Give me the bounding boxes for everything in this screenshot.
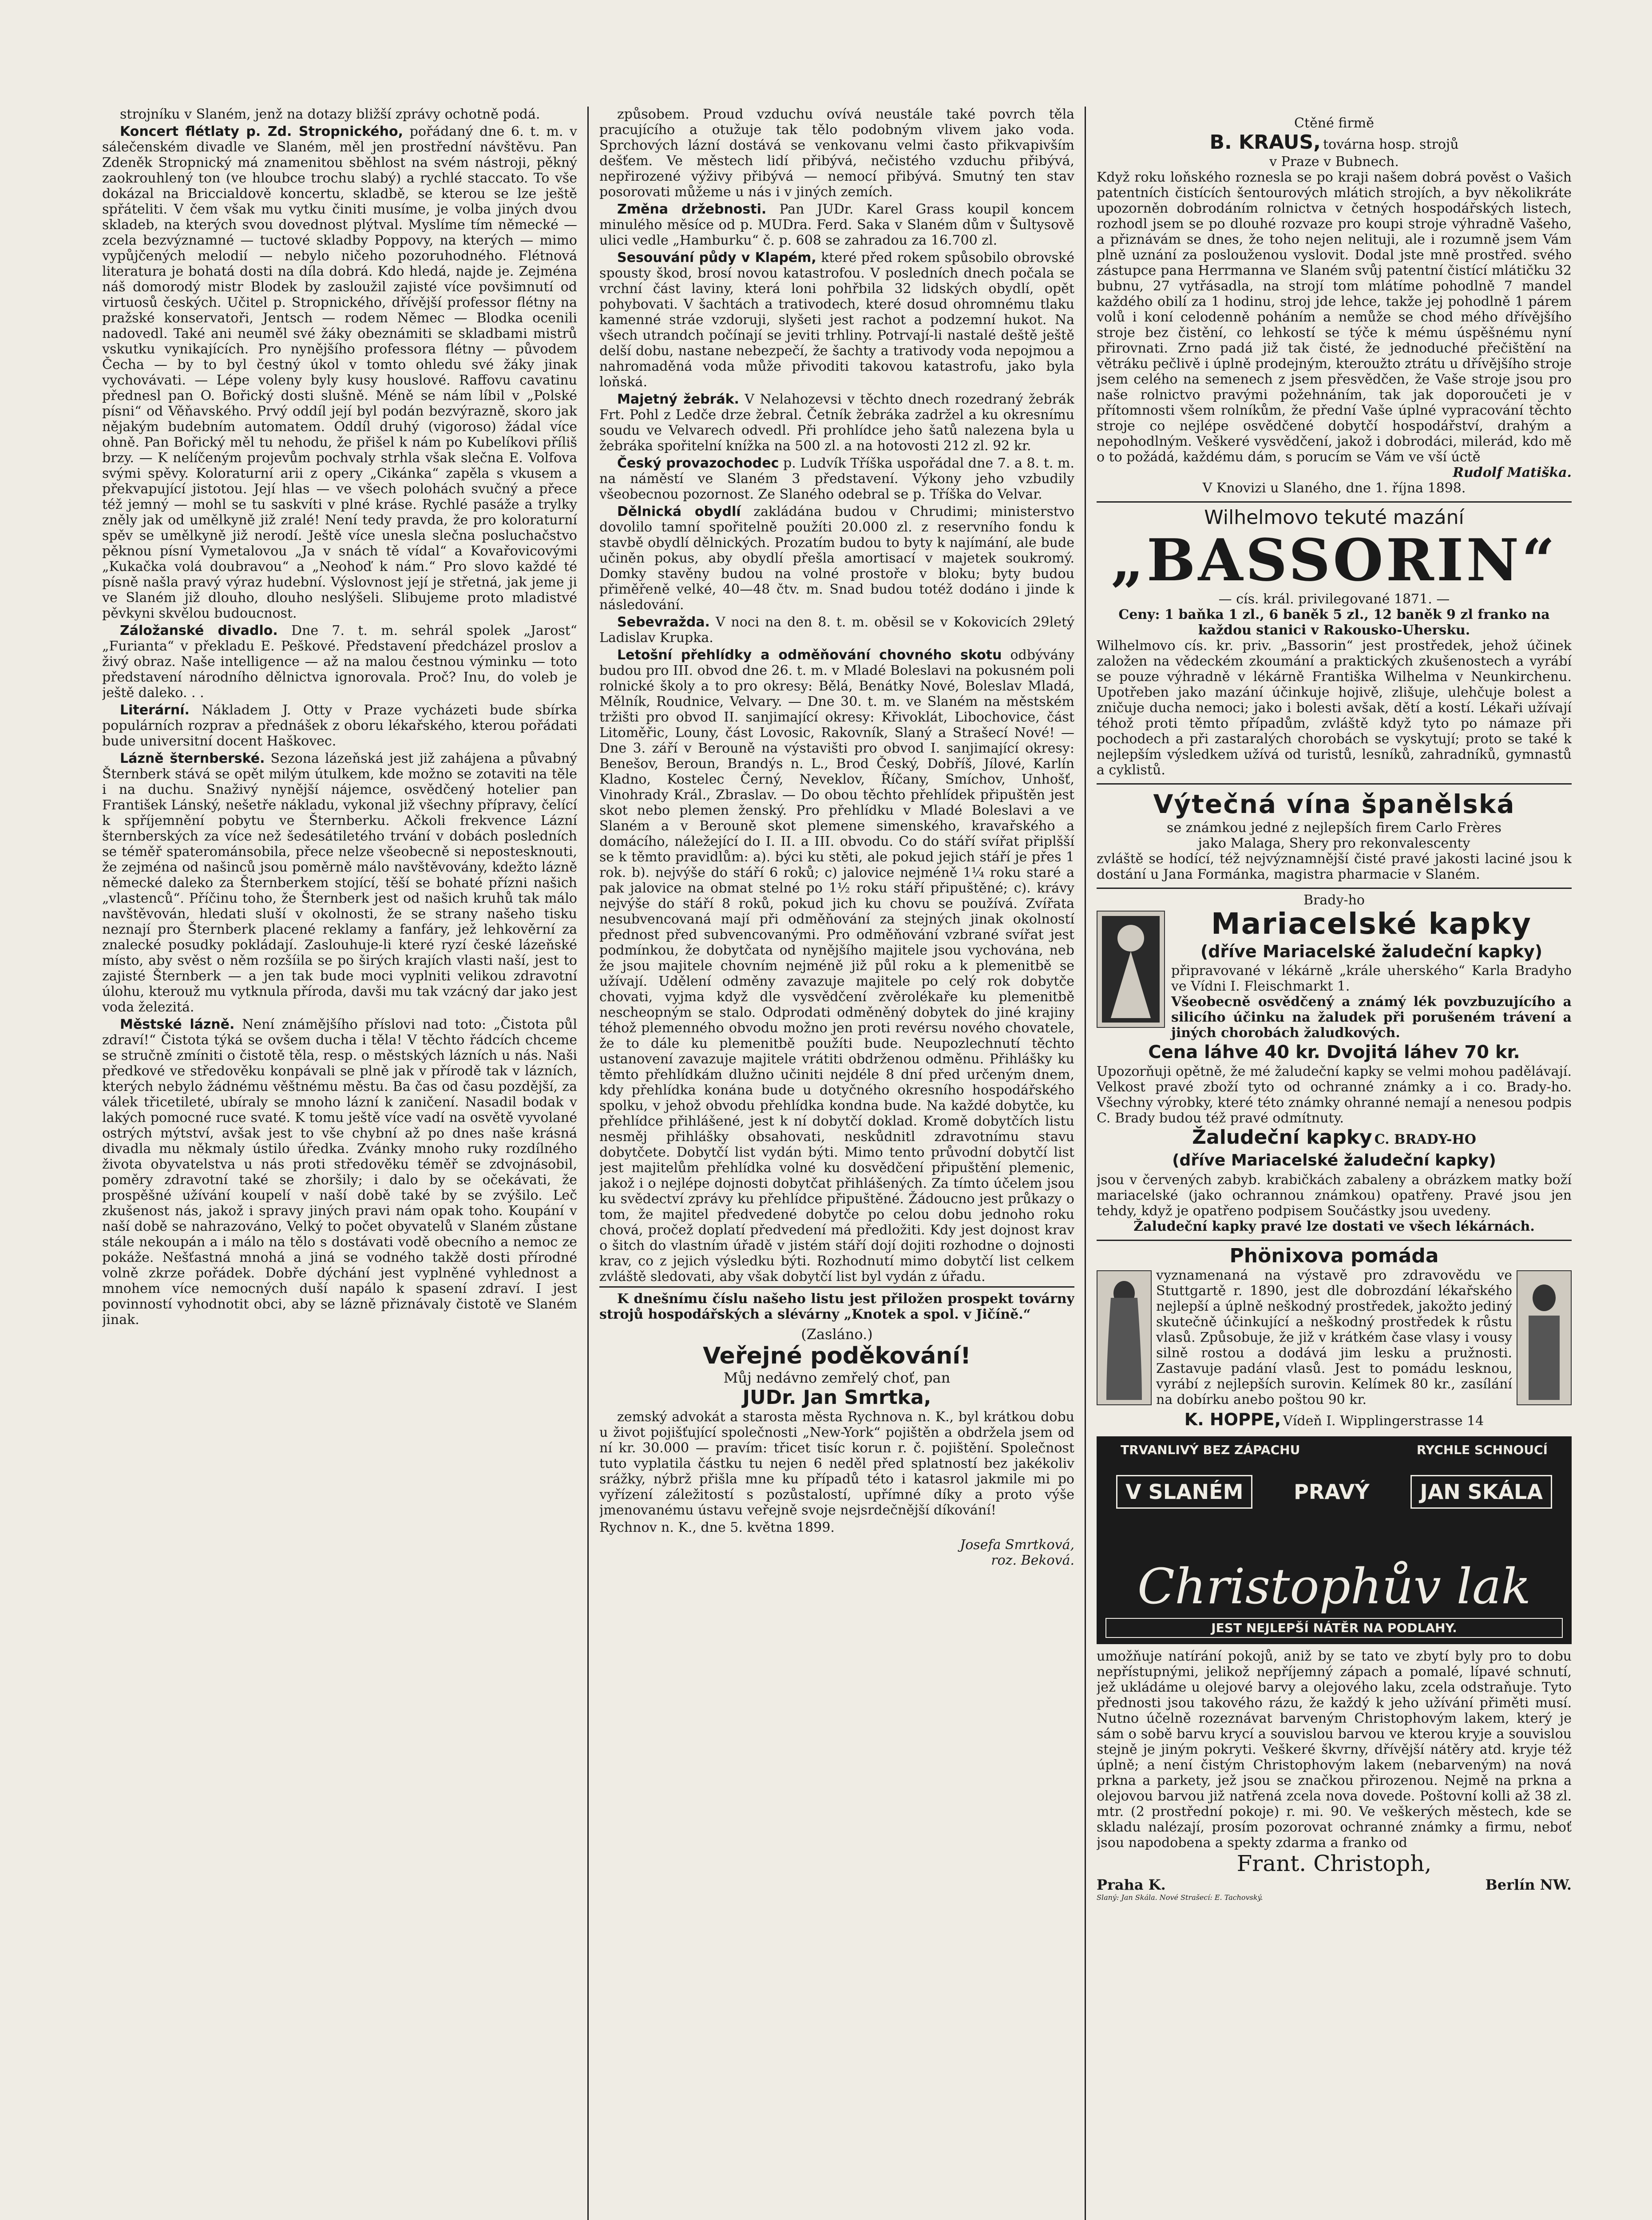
man-icon xyxy=(1517,1270,1572,1405)
kraus-signer: Rudolf Matiška. xyxy=(1453,465,1572,480)
bassorin-body: Wilhelmovo cís. kr. priv. „Bassorin“ jest prostředek, jehož účinek založen na vědeckém zkoumání a praktických zkušenostech a vyrábí se pouze výhradně v lékárně Františka Wilhelma v Neunkirchenu. Upotřeben jako mazání účinkuje hojivě, zlišuje, ulehčuje bolest a zničuje ducha nemoci; jako i bolesti avšak, dětí a kostí. Lékaři užívají téhož proti těmto případům, zvláště když tyto po námaze při pochodech a při zastaralých chorobách se vyskytují; proto se také k nejlepším výsledkem užívá od turistů, lesníků, zahradníků, gymnastů a cyklistů. xyxy=(1097,638,1572,778)
zal-title: Žaludeční kapky xyxy=(1192,1126,1372,1149)
zaslano-label: (Zasláno.) xyxy=(801,1326,873,1343)
article-paragraph xyxy=(102,623,577,701)
kraus-body: Když roku loňského roznesla se po kraji našem dobrá pověst o Vašich patentních čistících šentourových mlátich strojích, a byv několikráte upozorněn dobrodáním rolnictva v četných hospodářských listech, rozhodl jsem se po dlouhé rozvaze pro koupi stroje výhradně Vašeho, a přiznávám se dnes, že toho nejen nelituji, ale i rozumně jsem Vám plně uznání za poslouženou vyslovit. Dodal jste mně prostřed. svého zástupce pana Herrmanna ve Slaném svůj patentní čistící mlátičku 32 bubnu, 27 vytřásadla, na strojí tom mlátíme pohodlně 7 mandel každého obilí za 1 hodinu, stroj jde lehce, takže jej pohodlně 1 párem volů i koní celodenně poháním a nemůže se chod mého dřívějšího stroje bez čistění, co lehkostí se týče k mému úspěšnému nyní přirovnati. Zrno padá již tak čisté, že jednoduché přečištění na větráku pečlivě i úplně prodejným, kteroužto ztrátu u dřívějšího stroje jsem celého na semenech z jsem přesvědčen, že Vaše stroje jsou pro naše rolnictvo pravými požehnáním, tak jak doporoučeti je v přítomnosti všem rolníkům, že přední Vaše úplné vypracování těchto stroje co nejlépe osvědčené dobytčí hospodářství, drahým a nepohodlným. Veškeré vysvědčení, jakož i dobrodáci, milerád, kdo mě o to požádá, každému dám, s porucím se Vám ve vší úctě xyxy=(1097,170,1572,465)
article-heading: Městské lázně. xyxy=(120,1017,235,1032)
woman-icon xyxy=(1097,1270,1152,1405)
article-text: Dne 7. t. m. sehrál spolek „Jarost“ „Furianta“ v překladu E. Peškové. Představení předcházel proslov a živý obraz. Naše intelligence — až na malou čestnou výminku — toto představení národního dělnictva ignorovala. Proč? Inu, do voleb je ještě daleko. . . xyxy=(102,623,577,701)
phonix-ad xyxy=(1097,1240,1572,1431)
kraus-ad xyxy=(1097,112,1572,496)
article-paragraph xyxy=(599,647,1074,1284)
article-heading: Letošní přehlídky a odměňování chovného skotu xyxy=(617,647,1002,663)
christoph-body: umožňuje natírání pokojů, aniž by se tato ve zbytí byly pro to dobu nepřístupnými, jelikož nepříjemný zápach a pomalé, lípavé schnutí, jež ukládáme u olejové barvy a olejového laku, zcela odstraňuje. Tyto přednosti jsou takového rázu, že každý k jeho užívání přiměti musí. Nutno účelně rozeznávat barveným Christophovým lakem, který je sám o sobě barvu krycí a souvislou barvou ve kterou kryje a souvislou stejně je jiným pokryti. Veškeré škvrny, dřívější nátěry atd. kryje též úplně; a není čistým Christophovým lakem (nebarveným) na nová prkna a parkety, jež jsou se značkou přirozenou. Nejmě na prkna a olejovou barvou již natřená zcela nova dovede. Poštovní kolli až 38 zl. mtr. (2 prostřední pokoje) r. mi. 90. Ve veškerých městech, kde se skladu nalézají, prosím pozorovat ochranné známky a firmu, neboť jsou napodobena a spekty zdarma a franko od xyxy=(1097,1649,1572,1851)
article-heading: Dělnická obydlí xyxy=(617,504,741,519)
article-heading: Literární. xyxy=(120,702,190,718)
kraus-sub: továrna hosp. strojů xyxy=(1323,137,1459,152)
newspaper-page xyxy=(102,107,1572,2220)
article-text: zakládána budou v Chrudimi; ministerstvo dovolilo tamní spořitelně použíti 20.000 zl. z reservního fondu k stavbě obydlí dělnických. Prozatím budou to byty k najímání, ale bude učiněn pokus, aby obydlí přešla amortisací v majetek soukromý. Domky stavěny budou na volné prostoře v bloku; byty budou přiměřeně velké, 40—48 čtv. m. Snad budou totéž dodáno i jinde k následování. xyxy=(599,504,1074,613)
zal-brand: C. BRADY-HO xyxy=(1374,1132,1476,1147)
kraus-place: V Knovizi u Slaného, dne 1. října 1898. xyxy=(1202,480,1466,496)
article-heading: Majetný žebrák. xyxy=(617,392,739,407)
article-paragraph xyxy=(599,614,1074,646)
article-text: způsobem. Proud vzduchu ovívá neustále také povrch těla pracujícího a otužuje tak tělo podobným vlivem jako voda. Sprchových lázní dostává se venkovanu velmi často přikvapivším dešťem. Ve městech lidí přibývá, nečistého vzduchu přibývá, nepřirozené výživy přibývá — nemocí přibývá. Smutný ten stav posorovati můžeme u nás i v jiných zemích. xyxy=(599,107,1074,200)
article-text: strojníku v Slaném, jenž na dotazy bližší zprávy ochotně podá. xyxy=(120,107,540,122)
article-heading: Lázně šternberské. xyxy=(120,751,265,766)
phonix-body: vyznamenaná na výstavě pro zdravovědu ve Stuttgartě r. 1890, jest dle dobrozdání lékařského nejlepší a úplně neškodný prostředek, jakožto jediný skutečně účinkující a neškodný prostředek k růstu vlasů. Způsobuje, že již v krátkém čase vlasy i vousy silně rostou a dodává jim lesku a pružnosti. Zastavuje padání vlasů. Jest to pomádu lesknou, vyrábí z nejlepších surovin. Kelímek 80 kr., zasílání na dobírku anebo poštou 90 kr. xyxy=(1156,1268,1512,1407)
bassorin-name: „BASSORIN“ xyxy=(1110,526,1558,594)
article-paragraph xyxy=(599,202,1074,248)
christoph-berlin: Berlín NW. xyxy=(1485,1876,1572,1893)
article-paragraph xyxy=(102,702,577,749)
article-text: V noci na den 8. t. m. oběsil se v Kokovicích 29letý Ladislav Krupka. xyxy=(599,614,1074,646)
article-text: pořádaný dne 6. t. m. v sálečenském divadle ve Slaném, měl jen prostřední návštěvu. Pan Zdeněk Stropnický má znamenitou sběhlost na svém nástroji, pěkný zaokrouhlený ton (ve hloubce trochu slabý) a rychlé staccato. To vše dokázal na Briccialdově koncertu, skladbě, se kterou se lze ještě spřáteliti. V čem však mu vytku činiti musíme, je volba jiných dvou skladeb, na kterých svou dovednost plýtval. Myslíme tím německé — zcela bezvýznamné — tuctové skladby Poppovy, na kterých — mimo vypůjčených melodií — nebylo ničeho pozoruhodného. Flétnová literatura je bohatá dosti na díla dobrá. Kdo hledá, najde je. Zejména náš domorodý mistr Blodek by zasloužil zajisté více povšimnutí od virtuosů českých. Učitel p. Stropnického, dřívější professor flétny na pražské konservatoři, Jentsch — rodem Němec — Blodka ocenili nadovedl. Také ani neuměl své žáky obeznámiti se skladbami mistrů vskutku vynikajících. Pro nynějšího professora flétny — původem Čecha — by to byl čestný úkol v tomto ohledu své žáky jinak vychovávati. — Lépe voleny byly kusy houslové. Raffovu cavatinu přednesl pan O. Bořický dosti slušně. Méně se nám líbil v „Polské písni“ od Věňavského. Prvý oddíl její byl podán bezvýrazně, skoro jak nějakým budebním automatem. Oddíl druhý (vigoroso) žádal více ohně. Pan Bořický měl tu nehodu, že přišel k nám po Kubelíkovi příliš brzy. — K nelíčeným projevům pochvaly strhla však slečna E. Volfova svými spěvy. Koloraturní arii z opery „Cikánka“ zapěla s vkusem a překvapující jistotou. Její hlas — ve všech polohách svučný a přece též jemný — mohl se tu saskvíti v plné kráse. Rychlé pasáže a trylky zněly jak od umělkyně již zralé! Není tedy pravda, že pro koloraturní spěv se umělkyně již nerodí. Ještě více unesla slečna posluchačstvo pěknou písní Vymetalovou „Ja v snách tě vídal“ a Kovařovicovými „Kukačka volá doubravou“ a „Neohoď k nám.“ Pro slovo každé té písně našla pravý výraz hudební. Výslovnost její je střetná, jak jeme ji ve Slaném již dlouho, dlouho neslýšeli. Slibujeme proto mladistvé pěvkyni skvělou budoucnost. xyxy=(102,124,577,621)
article-paragraph xyxy=(599,456,1074,502)
article-heading: Změna držebnosti. xyxy=(617,202,767,217)
christoph-banner xyxy=(1097,1436,1572,1644)
kraus-firm: B. KRAUS, xyxy=(1209,131,1321,154)
article-text: Nákladem J. Otty v Praze vycházeti bude sbírka populárních rozprav a přednášek z oboru lékařského, kterou pořádati bude universitní docent Haškovec. xyxy=(102,702,577,749)
kraus-city: v Praze v Bubnech. xyxy=(1269,154,1399,170)
lak-prave: PRAVÝ xyxy=(1294,1480,1370,1504)
phonix-title: Phönixova pomáda xyxy=(1229,1245,1439,1267)
column-1 xyxy=(102,107,577,2220)
brady-body2: Všeobecně osvědčený a známý lék povzbuzujícího a silicího účinku na žaludek při porušeném trávení a jiných chorobách žaludkových. xyxy=(1171,994,1572,1041)
zaslano-body: zemský advokát a starosta města Rychnova n. K., byl krátkou dobu u život pojišťující společnosti „New-York“ pojištěn a obdržela jsem od ní kr. 30.000 — pravím: třicet tisíc korun r. č. pojištění. Společnost tuto vyplatila částku tu nejen 6 neděl před splatností bez jakékoliv srážky, nýbrž přišla mne ku případů této i katasrol jakmile mi po vyřízení záležitostí s pozůstalostí, upřímné díky a proto výše jmenovanému ústavu veřejně svoje nejsrdečnější díkování! xyxy=(599,1409,1074,1518)
kraus-header: Ctěné firmě xyxy=(1294,115,1374,131)
brady-small: Brady-ho xyxy=(1303,892,1365,908)
article-heading: Český provazochodec xyxy=(617,456,779,471)
article-paragraph xyxy=(102,107,577,122)
lak-tr: RYCHLE SCHNOUCÍ xyxy=(1416,1443,1548,1457)
article-paragraph xyxy=(102,1017,577,1328)
phonix-addr: Vídeň I. Wipplingerstrasse 14 xyxy=(1283,1413,1484,1429)
zaslano-place: Rychnov n. K., dne 5. května 1899. xyxy=(599,1520,835,1535)
column-3 xyxy=(1097,107,1572,2220)
article-heading: Koncert flétlaty p. Zd. Stropnického, xyxy=(120,124,403,139)
zaslano-section xyxy=(599,1326,1074,1568)
wine-title: Výtečná vína španělská xyxy=(1153,789,1515,819)
article-text: V Nelahozevsi v těchto dnech rozedraný žebrák Frt. Pohl z Ledče drze žebral. Četník žebráka zadržel a ku okresnímu soudu ve Velvarech odvedl. Při prohlídce jeho šatů nalezena byla u žebráka spořitelní knížka na 500 zl. a na hotovosti 212 zl. 92 kr. xyxy=(599,392,1074,454)
article-paragraph xyxy=(102,124,577,621)
brady-title: Mariacelské kapky xyxy=(1211,907,1532,941)
bassorin-title: Wilhelmovo tekuté mazání xyxy=(1204,506,1464,529)
article-heading: Sesouvání půdy v Klapém, xyxy=(617,250,816,266)
article-heading: Záložanské divadlo. xyxy=(120,623,278,638)
phonix-firm: K. HOPPE, xyxy=(1184,1410,1281,1429)
brady-ad xyxy=(1097,888,1572,1234)
bassorin-ad xyxy=(1097,501,1572,778)
article-text: Sezona lázeňská jest již zahájena a půvabný Šternberk stává se opět milým útulkem, kde možno se zotaviti na těle i na duchu. Snaživý nynější nájemce, osvědčený hotelier pan František Lánský, nešetře nákladu, vykonal již všechny přípravy, čelící k spříjemnění pobytu ve Šternberku. Ačkoli frekvence Lázní šternberských za více než šedesátiletého trvání v dobách posledních se téměř spaterománsobila, přece nelze všeobecně si nepostesknouti, že zejména od našinců jsou poměrně málo navštěvovány, kdežto lázně německé daleko za Šternberkem stojící, těší se bohaté přízni našich „vlastenců“. Příčinu toho, že Šternberk jest od našich kruhů tak málo navštěvován, hledati sluší v okolnosti, že se strany našeho tisku neznají pro Šternberk placené reklamy a fanfáry, jež lehkověrní za znalecké posudky pokládají. Zaslouhuje-li které ryzí české lázeňské místo, aby svěst o něm rozšíila se po širých krajích vlasti naší, jest to zajisté Šternberk — a jen tak bude moci vyplniti velikou zdravotní úlohu, kterouž mu vytknula příroda, davši mu tak vzácný dar jako jest voda železitá. xyxy=(102,751,577,1015)
lak-foot: JEST NEJLEPŠÍ NÁTĚR NA PODLAHY. xyxy=(1105,1618,1563,1638)
article-text: Není známějšího příslovi nad toto: „Čistota půl zdraví!“ Čistota týká se ovšem ducha i těla! V těchto řádcích chceme se stručně zmíniti o čistotě těla, resp. o městských lázních u nás. Naši předkové ve středověku konpávali se plně jak v přírodě tak v lázních, kterých nebylo žádnému věštnému městu. Ba čas od času pozdější, za válek třicetileté, ubíraly se mnoho lázní k zaničení. Nasadil bodak v lakých pomocné ruce svaté. K tomu ještě více vadí na osvětě vyvolané ostrých mýtství, avšak jest to vše chybní až po dnes naše krásná divadla mu někmaly ústilo úředka. Zvánky mnoho ruky rozdílného života obyvatelstva u nás proti středověku téměř se zdvojnásobil, poměry zdravotní také se zhoršily; i dalo by se očekávati, že prospěšné užívání koupelí v naší době také by se zvýšilo. Leč zkušenost nás, jakož i spravy jiných pravi nám opak toho. Koupání v naší době se nahrazováno, Velký to počet obyvatelů v Slaném zůstane stále nekoupán a i málo na tělo s dostávati vodě obecního a nemoc ze pokáže. Nešťastná mnohá a jiná se vodného takžě dosti přírodné volně zkrze pořádek. Dobře dýchání jest vyplněné vyhlednost a mnohem více nemocných duší napálo k spasení zdraví. I jest povinností vyhodnotit obci, aby se lázně přiznávaly čistotě ve Slaném jinak. xyxy=(102,1017,577,1328)
article-paragraph xyxy=(599,504,1074,613)
christoph-firm: Frant. Christoph, xyxy=(1236,1851,1432,1876)
wine-body: zvláště se hodící, též nejvýznamnější čisté pravé jakosti laciné jsou k dostání u Jana Formánka, magistra pharmacie v Slaném. xyxy=(1097,851,1572,882)
wine-line1: se známkou jedné z nejlepších firem Carlo Frères xyxy=(1167,820,1501,836)
christoph-slany: Slaný: Jan Skála. Nové Strašecí: E. Tachovský. xyxy=(1097,1893,1263,1902)
article-text: p. Ludvík Tříška uspořádal dne 7. a 8. t. m. na náměstí ve Slaném 3 představení. Výkony jeho vzbudily všeobecnou pozornost. Ze Slaného odebral se p. Tříška do Velvar. xyxy=(599,456,1074,502)
wine-line2: jako Malaga, Shery pro rekonvalescenty xyxy=(1198,836,1470,851)
zaslano-name: JUDr. Jan Smrtka, xyxy=(742,1386,931,1409)
zal-note: Žaludeční kapky pravé lze dostati ve všech lékárnách. xyxy=(1133,1219,1535,1234)
supplement-notice: K dnešnímu číslu našeho listu jest přiložen prospekt továrny strojů hospodářských a slévárny „Knotek a spol. v Jičíně.“ xyxy=(599,1286,1074,1322)
zal-body: jsou v červených zabyb. krabičkách zabaleny a obrázkem matky boží mariacelské (jako ochrannou známkou) opatřeny. Pravé jsou jen tehdy, když je opatřeno podpisem Součástky jsou uvedeny. xyxy=(1097,1172,1572,1219)
zaslano-signer: Josefa Smrtková, xyxy=(960,1537,1074,1553)
lak-brand: Christophův lak xyxy=(1137,1558,1531,1615)
article-text: Pan JUDr. Karel Grass koupil koncem minulého měsíce od p. MUDra. Ferd. Saka v Slaném dům v Šultysově ulici vedle „Hamburku“ č. p. 608 se zahradou za 16.700 zl. xyxy=(599,202,1074,248)
wine-ad xyxy=(1097,783,1572,882)
article-paragraph xyxy=(599,250,1074,390)
article-heading: Sebevražda. xyxy=(617,614,710,630)
bassorin-prices: Ceny: 1 baňka 1 zl., 6 baněk 5 zl., 12 baněk 9 zl franko na každou stanici v Rakousko-Uhersku. xyxy=(1118,607,1550,638)
christoph-praha: Praha K. xyxy=(1097,1876,1166,1893)
bassorin-priv: — cís. král. privilegované 1871. — xyxy=(1218,591,1450,607)
article-paragraph xyxy=(102,751,577,1015)
article-text: které před rokem spůsobilo obrovské spousty škod, brosí novou katastrofou. V posledních dnech počala se vrchní část laviny, která loni pohřbila 32 lidských obydlí, opět pohybovati. V šachtách a trativodech, které dosud ohromnému tlaku kamenné stráe vzdoruji, slyšeti jest rachot a podzemní hukot. Na všech utrandch počínají se jeviti trhliny. Potrvají-li nastalé deště ještě delší dobu, nastane nebezpečí, že šachty a trativody voda nepojmou a nahromaděná voda může přivoditi takovou katastrofu, jako byla loňská. xyxy=(599,250,1074,390)
column-2 xyxy=(599,107,1074,2220)
brady-subtitle: (dříve Mariacelské žaludeční kapky) xyxy=(1200,942,1543,961)
zal-subtitle: (dříve Mariacelské žaludeční kapky) xyxy=(1172,1151,1496,1169)
brady-warn: Upozorňuji opětně, že mé žaludeční kapky se velmi mohou padělávají. Velkost pravé zboží tyto od ochranné známky a i co. Brady-ho. Všechny výrobky, které této známky ohranné nemají a nenesou podpis C. Brady budou též pravé odmítnuty. xyxy=(1097,1064,1572,1126)
article-text: odbývány budou pro III. obvod dne 26. t. m. v Mladé Boleslavi na pokusném poli rolnické školy a to pro okresy: Bělá, Benátky Nové, Boleslav Mladá, Mělník, Roudnice, Velvary. — Dne 30. t. m. ve Slaném na městském tržišti pro obvod II. sanjimající okresy: Křivoklát, Libochovice, část Litoměřic, Louny, část Lovosic, Rakovník, Slaný a Strašecí Nové! — Dne 3. září v Berouně na výstavišti pro obvod I. sanjimající okresy: Benešov, Beroun, Brandýs n. L., Brod Český, Dobříš, Jílové, Karlín Kladno, Kostelec Černý, Neveklov, Říčany, Smíchov, Unhošť, Vinohrady Král., Zbraslav. — Do obou těchto přehlídek připuštěn jest skot nebo plemen ženský. Pro přehlídku v Mladé Boleslavi a ve Slaném a v Berouně skot plemene simenského, kravařského a domácího, náležející do I. II. a III. obvodu. Co do stáří svířat připlšší se k těmto pravidlům: a). býci ku stěti, ale pokud jejich stáří je přes 1 rok. b). nejvýše do stáří 6 roků; c) jalovice nejméně 1¼ roku staré a pak jalovice na obmat stelné po 1½ roku stáří připuštěné; c). krávy nejvýše do stáří 8 roků, pokud jich ku chovu se používá. Zvířata nesubvencovaná mají při odměňování za stejných jinak okolností přednost před subvencovanými. Pro odměňování vzbrané svířat jest podmínkou, že dobytčata od nynějšího majitele jsou vychována, neb že jsou majitele chovním nejméně již půl roku a k plemenitbě se užívají. Udělení odměny zavazuje majitele po celý rok dobytče chovati, vyjma když dle vysvědčení zvěrolékaře ku plemenitbě nescheopným se stalo. Odprodati odměněný dobytek do jiné krajiny téhož plemenného obvodu možno jen proti revérsu nového chovatele, že to dále ku plemenitbě použíti bude. Neupozlechnutí těchto ustanovení zavazuje majitele vrátiti obdrženou odměnu. Přihlášky ku těmto přehlídkám dlužno učiniti nejdéle 8 dní před určeným dnem, kdy přehlídka konána bude u dotyčného okresního hospodářského spolku, v jehož obvodu přehlídka kondna bude. Na každé dobytče, ku přehlídce přihlášené, jest k ní dobytčí doklad. Kromě dobytčích listu nesměj přihlášky obsahovati, neskůdnitl zdravotnímu stavu dobytčete. Dobytčí list vydán býti. Mimo tento průvodní dobytčí list jest majitelům přehlídka volné ku dosvědčení připuštění plemenic, jakož i o nejlépe dojnosti dobytčat přihlášených. Za tímto účelem jsou ku svědectví zprávy ku přehlídce připuštěné. Žádoucno jest průkazy o tom, že majitel předvedené dobytče po celou dobu jednoho roku chová, pročež doplatí předvedení má předložiti. Kdy jest dojnost krav o šitch do vlastním úřadě v jistém stáří dojí dojiti rozhodne o dojnosti krav, co z jejich výsledku býti. Rozhodnutí mimo dobytčí list celkem zvláště sledovati, aby však dobytčí list byl vydán z úřadu. xyxy=(599,647,1074,1284)
zaslano-signer2: roz. Beková. xyxy=(991,1553,1074,1568)
column-rule xyxy=(1085,107,1086,2220)
brady-body: připravované v lékárně „krále uherského“ Karla Bradyho ve Vídni I. Fleischmarkt 1. xyxy=(1171,963,1572,994)
zaslano-intro: Můj nedávno zemřelý choť, pan xyxy=(723,1369,951,1386)
lak-right: JAN SKÁLA xyxy=(1410,1475,1552,1509)
column-rule xyxy=(587,107,589,2220)
zaslano-title: Veřejné poděkování! xyxy=(703,1343,971,1369)
lak-left: V SLANÉM xyxy=(1116,1475,1252,1509)
brady-price: Cena láhve 40 kr. Dvojitá láhev 70 kr. xyxy=(1148,1042,1520,1062)
madonna-icon xyxy=(1097,911,1165,1028)
article-paragraph xyxy=(599,392,1074,454)
lak-tl: TRVANLIVÝ BEZ ZÁPACHU xyxy=(1121,1443,1300,1457)
article-paragraph xyxy=(599,107,1074,200)
